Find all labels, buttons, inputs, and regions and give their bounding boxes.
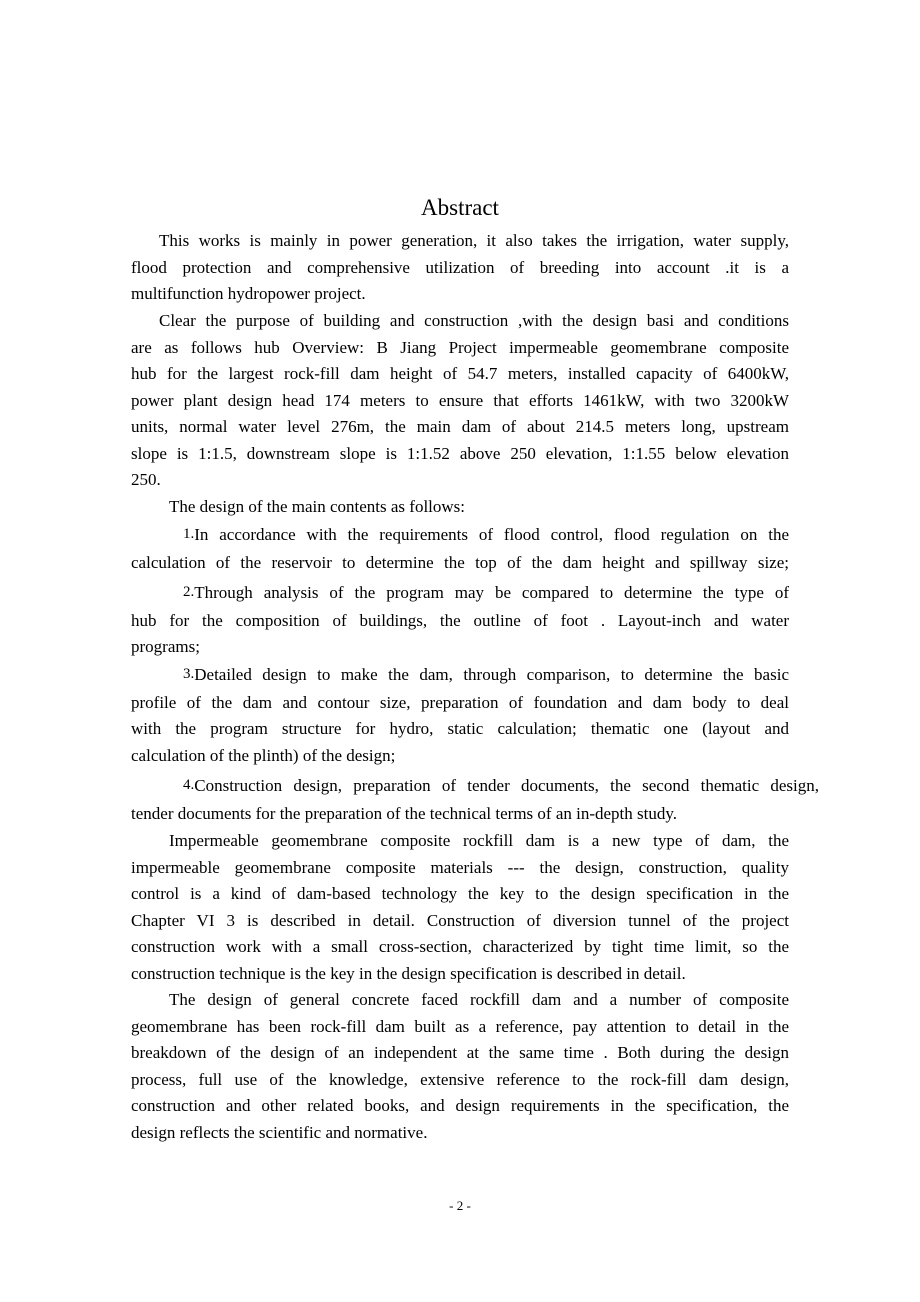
paragraph-line: power plant design head 174 meters to ensure that efforts 1461kW, with two 3200kW: [131, 390, 789, 410]
paragraph-line: calculation of the reservoir to determine the top of the dam height and spillway size;: [131, 552, 789, 572]
paragraph-line: This works is mainly in power generation, it also takes the irrigation, water supply,: [159, 231, 789, 250]
paragraph-line: tender documents for the preparation of the technical terms of an in-depth study.: [131, 803, 678, 823]
paragraph-line: impermeable geomembrane composite materials --- the design, construction, quality: [131, 857, 789, 877]
list-item-3: [131, 662, 789, 769]
paragraph-line: slope is 1:1.5, downstream slope is 1:1.52 above 250 elevation, 1:1.55 below elevation: [131, 443, 789, 463]
paragraph-line: [131, 580, 789, 608]
list-number: 4.: [183, 777, 195, 793]
paragraph-line: The design of the main contents as follows:: [169, 497, 466, 516]
paragraph-line: Impermeable geomembrane composite rockfill dam is a new type of dam, the: [169, 831, 789, 850]
paragraph-line: [131, 522, 789, 550]
list-number: 3.: [183, 666, 195, 682]
list-text: Construction design, preparation of tender documents, the second thematic design,: [194, 776, 819, 795]
list-number: 1.: [183, 526, 195, 542]
paragraph-line: profile of the dam and contour size, preparation of foundation and dam body to deal: [131, 692, 789, 712]
paragraph-line: are as follows hub Overview: B Jiang Project impermeable geomembrane composite: [131, 337, 789, 357]
list-text: In accordance with the requirements of flood control, flood regulation on the: [194, 525, 789, 544]
list-number: 2.: [183, 584, 195, 600]
paragraph-line: calculation of the plinth) of the design;: [131, 745, 396, 765]
paragraph-line: programs;: [131, 637, 200, 656]
paragraph-line: hub for the largest rock-fill dam height of 54.7 meters, installed capacity of 6400kW,: [131, 364, 789, 383]
paragraph-line: Chapter VI 3 is described in detail. Construction of diversion tunnel of the project: [131, 910, 789, 930]
paragraph-line: multifunction hydropower project.: [131, 284, 366, 303]
paragraph-line: construction and other related books, and design requirements in the specification, the: [131, 1096, 789, 1115]
paragraph-line: [131, 773, 819, 801]
paragraph-line: [131, 662, 789, 690]
list-item-1: [131, 522, 789, 576]
paragraph-1: [131, 228, 789, 308]
paragraph-line: geomembrane has been rock-fill dam built as a reference, pay attention to detail in the: [131, 1016, 789, 1036]
paragraph-line: units, normal water level 276m, the main dam of about 214.5 meters long, upstream: [131, 417, 789, 436]
paragraph-line: construction work with a small cross-section, characterized by tight time limit, so the: [131, 937, 789, 956]
list-item-4: [131, 773, 819, 827]
paragraph-line: Clear the purpose of building and construction ,with the design basi and conditions: [159, 311, 789, 330]
paragraph-line: The design of general concrete faced rockfill dam and a number of composite: [169, 990, 789, 1009]
list-item-2: [131, 580, 789, 661]
paragraph-8: [131, 828, 789, 987]
paragraph-9: [131, 987, 789, 1146]
paragraph-2: [131, 308, 789, 494]
list-text: Detailed design to make the dam, through comparison, to determine the basic: [194, 665, 789, 684]
paragraph-line: flood protection and comprehensive utilization of breeding into account .it is a: [131, 257, 789, 277]
list-text: Through analysis of the program may be compared to determine the type of: [194, 583, 789, 602]
paragraph-line: control is a kind of dam-based technology the key to the design specification in the: [131, 884, 789, 903]
paragraph-line: 250.: [131, 470, 161, 489]
paragraph-line: process, full use of the knowledge, extensive reference to the rock-fill dam design,: [131, 1069, 789, 1089]
paragraph-line: with the program structure for hydro, static calculation; thematic one (layout and: [131, 719, 789, 738]
paragraph-line: construction technique is the key in the design specification is described in detail.: [131, 963, 686, 983]
paragraph-3: [131, 494, 789, 521]
paragraph-line: hub for the composition of buildings, the outline of foot . Layout-inch and water: [131, 610, 789, 630]
page-number: - 2 -: [449, 1198, 471, 1213]
abstract-title: Abstract: [421, 195, 499, 220]
paragraph-line: breakdown of the design of an independent at the same time . Both during the design: [131, 1043, 789, 1062]
paragraph-line: design reflects the scientific and normative.: [131, 1122, 428, 1142]
